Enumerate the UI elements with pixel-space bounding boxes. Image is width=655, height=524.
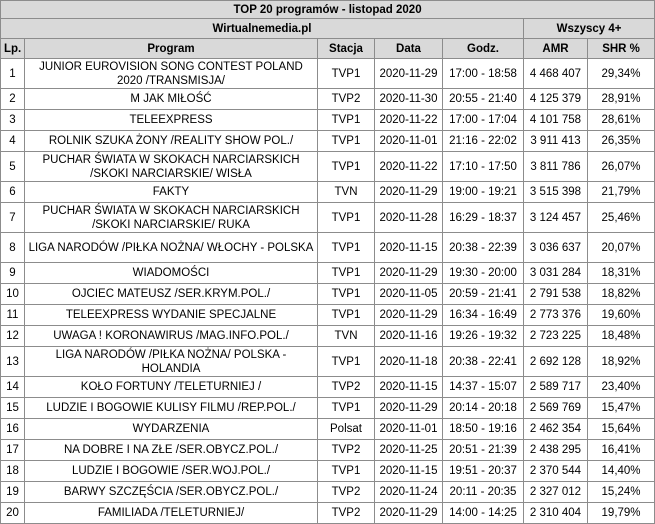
cell-station: TVP1 — [318, 110, 375, 131]
cell-shr: 14,40% — [588, 461, 655, 482]
cell-lp: 5 — [1, 152, 25, 182]
table-row — [1, 89, 655, 110]
cell-program: LIGA NARODÓW /PIŁKA NOŻNA/ POLSKA - HOLANDIA — [25, 347, 318, 377]
cell-time: 16:34 - 16:49 — [443, 305, 524, 326]
cell-lp: 4 — [1, 131, 25, 152]
cell-program: WYDARZENIA — [25, 419, 318, 440]
table-row — [1, 326, 655, 347]
cell-amr: 2 692 128 — [524, 347, 588, 377]
cell-amr: 2 370 544 — [524, 461, 588, 482]
cell-date: 2020-11-29 — [375, 305, 443, 326]
cell-time: 17:10 - 17:50 — [443, 152, 524, 182]
cell-date: 2020-11-22 — [375, 152, 443, 182]
cell-amr: 4 468 407 — [524, 59, 588, 89]
cell-lp: 18 — [1, 461, 25, 482]
cell-program: KOŁO FORTUNY /TELETURNIEJ / — [25, 377, 318, 398]
cell-lp: 14 — [1, 377, 25, 398]
table-row — [1, 284, 655, 305]
cell-lp: 3 — [1, 110, 25, 131]
cell-lp: 9 — [1, 263, 25, 284]
cell-shr: 16,41% — [588, 440, 655, 461]
cell-date: 2020-11-18 — [375, 347, 443, 377]
cell-amr: 4 101 758 — [524, 110, 588, 131]
cell-amr: 2 462 354 — [524, 419, 588, 440]
cell-time: 19:26 - 19:32 — [443, 326, 524, 347]
table-row — [1, 152, 655, 182]
cell-shr: 20,07% — [588, 233, 655, 263]
cell-lp: 8 — [1, 233, 25, 263]
cell-program: NA DOBRE I NA ZŁE /SER.OBYCZ.POL./ — [25, 440, 318, 461]
column-header-row — [1, 39, 655, 59]
cell-program: JUNIOR EUROVISION SONG CONTEST POLAND 2020 /TRANSMISJA/ — [25, 59, 318, 89]
cell-amr: 3 031 284 — [524, 263, 588, 284]
cell-time: 20:51 - 21:39 — [443, 440, 524, 461]
cell-date: 2020-11-15 — [375, 377, 443, 398]
cell-program: WIADOMOŚCI — [25, 263, 318, 284]
cell-amr: 3 124 457 — [524, 203, 588, 233]
cell-date: 2020-11-30 — [375, 89, 443, 110]
table-row — [1, 377, 655, 398]
cell-station: TVP1 — [318, 59, 375, 89]
cell-amr: 4 125 379 — [524, 89, 588, 110]
col-header-date: Data — [375, 39, 443, 59]
cell-time: 20:14 - 20:18 — [443, 398, 524, 419]
cell-amr: 3 036 637 — [524, 233, 588, 263]
cell-lp: 13 — [1, 347, 25, 377]
table-title: TOP 20 programów - listopad 2020 — [1, 1, 655, 19]
cell-program: PUCHAR ŚWIATA W SKOKACH NARCIARSKICH /SKOKI NARCIARSKIE/ RUKA — [25, 203, 318, 233]
table-row — [1, 233, 655, 263]
cell-shr: 23,40% — [588, 377, 655, 398]
cell-time: 20:55 - 21:40 — [443, 89, 524, 110]
cell-amr: 2 310 404 — [524, 503, 588, 524]
cell-station: TVP1 — [318, 131, 375, 152]
cell-shr: 19,79% — [588, 503, 655, 524]
cell-date: 2020-11-16 — [375, 326, 443, 347]
cell-station: TVP2 — [318, 377, 375, 398]
col-header-amr: AMR — [524, 39, 588, 59]
cell-amr: 3 911 413 — [524, 131, 588, 152]
cell-time: 20:38 - 22:41 — [443, 347, 524, 377]
cell-station: TVP1 — [318, 398, 375, 419]
col-header-lp: Lp. — [1, 39, 25, 59]
cell-station: TVP1 — [318, 461, 375, 482]
col-header-program: Program — [25, 39, 318, 59]
cell-shr: 15,24% — [588, 482, 655, 503]
cell-shr: 28,61% — [588, 110, 655, 131]
cell-lp: 20 — [1, 503, 25, 524]
cell-program: FAMILIADA /TELETURNIEJ/ — [25, 503, 318, 524]
cell-date: 2020-11-29 — [375, 398, 443, 419]
cell-lp: 6 — [1, 182, 25, 203]
cell-date: 2020-11-29 — [375, 182, 443, 203]
cell-time: 14:00 - 14:25 — [443, 503, 524, 524]
cell-lp: 12 — [1, 326, 25, 347]
cell-station: TVP1 — [318, 152, 375, 182]
cell-time: 16:29 - 18:37 — [443, 203, 524, 233]
cell-time: 21:16 - 22:02 — [443, 131, 524, 152]
col-header-shr: SHR % — [588, 39, 655, 59]
cell-program: ROLNIK SZUKA ŻONY /REALITY SHOW POL./ — [25, 131, 318, 152]
cell-lp: 17 — [1, 440, 25, 461]
cell-station: TVP2 — [318, 482, 375, 503]
cell-shr: 18,48% — [588, 326, 655, 347]
table-row — [1, 419, 655, 440]
cell-time: 17:00 - 17:04 — [443, 110, 524, 131]
table-body — [1, 59, 655, 524]
cell-station: TVP2 — [318, 503, 375, 524]
table-row — [1, 398, 655, 419]
cell-station: TVP1 — [318, 284, 375, 305]
source-label: Wirtualnemedia.pl — [1, 19, 524, 39]
table-row — [1, 347, 655, 377]
cell-station: TVP1 — [318, 203, 375, 233]
cell-shr: 26,07% — [588, 152, 655, 182]
cell-lp: 11 — [1, 305, 25, 326]
cell-shr: 15,47% — [588, 398, 655, 419]
cell-lp: 7 — [1, 203, 25, 233]
table-row — [1, 461, 655, 482]
cell-lp: 16 — [1, 419, 25, 440]
cell-date: 2020-11-29 — [375, 263, 443, 284]
cell-time: 19:51 - 20:37 — [443, 461, 524, 482]
cell-program: UWAGA ! KORONAWIRUS /MAG.INFO.POL./ — [25, 326, 318, 347]
cell-date: 2020-11-29 — [375, 503, 443, 524]
table-row — [1, 305, 655, 326]
cell-station: TVP1 — [318, 233, 375, 263]
cell-shr: 29,34% — [588, 59, 655, 89]
cell-date: 2020-11-01 — [375, 131, 443, 152]
cell-amr: 3 515 398 — [524, 182, 588, 203]
cell-time: 17:00 - 18:58 — [443, 59, 524, 89]
table-row — [1, 182, 655, 203]
cell-program: LIGA NARODÓW /PIŁKA NOŻNA/ WŁOCHY - POLSKA — [25, 233, 318, 263]
audience-label: Wszyscy 4+ — [524, 19, 655, 39]
cell-station: TVN — [318, 182, 375, 203]
cell-program: M JAK MIŁOŚĆ — [25, 89, 318, 110]
col-header-time: Godz. — [443, 39, 524, 59]
cell-program: FAKTY — [25, 182, 318, 203]
cell-station: TVP1 — [318, 263, 375, 284]
cell-amr: 2 773 376 — [524, 305, 588, 326]
cell-amr: 2 589 717 — [524, 377, 588, 398]
cell-lp: 2 — [1, 89, 25, 110]
cell-shr: 18,92% — [588, 347, 655, 377]
cell-shr: 15,64% — [588, 419, 655, 440]
cell-date: 2020-11-28 — [375, 203, 443, 233]
cell-lp: 1 — [1, 59, 25, 89]
cell-amr: 2 791 538 — [524, 284, 588, 305]
cell-date: 2020-11-01 — [375, 419, 443, 440]
cell-station: TVN — [318, 326, 375, 347]
cell-lp: 15 — [1, 398, 25, 419]
cell-time: 19:30 - 20:00 — [443, 263, 524, 284]
cell-time: 19:00 - 19:21 — [443, 182, 524, 203]
cell-time: 14:37 - 15:07 — [443, 377, 524, 398]
cell-program: TELEEXPRESS WYDANIE SPECJALNE — [25, 305, 318, 326]
cell-date: 2020-11-15 — [375, 233, 443, 263]
cell-shr: 18,31% — [588, 263, 655, 284]
table-row — [1, 110, 655, 131]
cell-station: TVP1 — [318, 305, 375, 326]
cell-program: BARWY SZCZĘŚCIA /SER.OBYCZ.POL./ — [25, 482, 318, 503]
cell-time: 20:11 - 20:35 — [443, 482, 524, 503]
table-row — [1, 482, 655, 503]
cell-amr: 2 438 295 — [524, 440, 588, 461]
cell-shr: 18,82% — [588, 284, 655, 305]
cell-shr: 21,79% — [588, 182, 655, 203]
cell-station: TVP1 — [318, 347, 375, 377]
cell-date: 2020-11-25 — [375, 440, 443, 461]
cell-amr: 2 569 769 — [524, 398, 588, 419]
table-row — [1, 263, 655, 284]
table-row — [1, 503, 655, 524]
table-row — [1, 131, 655, 152]
cell-lp: 10 — [1, 284, 25, 305]
cell-date: 2020-11-24 — [375, 482, 443, 503]
cell-shr: 25,46% — [588, 203, 655, 233]
cell-shr: 19,60% — [588, 305, 655, 326]
cell-time: 20:38 - 22:39 — [443, 233, 524, 263]
cell-program: LUDZIE I BOGOWIE KULISY FILMU /REP.POL./ — [25, 398, 318, 419]
cell-station: TVP2 — [318, 89, 375, 110]
cell-shr: 26,35% — [588, 131, 655, 152]
cell-amr: 2 327 012 — [524, 482, 588, 503]
cell-lp: 19 — [1, 482, 25, 503]
table-row — [1, 203, 655, 233]
table-row — [1, 59, 655, 89]
cell-date: 2020-11-15 — [375, 461, 443, 482]
cell-time: 18:50 - 19:16 — [443, 419, 524, 440]
cell-program: OJCIEC MATEUSZ /SER.KRYM.POL./ — [25, 284, 318, 305]
cell-time: 20:59 - 21:41 — [443, 284, 524, 305]
cell-program: PUCHAR ŚWIATA W SKOKACH NARCIARSKICH /SKOKI NARCIARSKIE/ WISŁA — [25, 152, 318, 182]
cell-date: 2020-11-29 — [375, 59, 443, 89]
cell-date: 2020-11-22 — [375, 110, 443, 131]
cell-amr: 3 811 786 — [524, 152, 588, 182]
cell-amr: 2 723 225 — [524, 326, 588, 347]
cell-station: Polsat — [318, 419, 375, 440]
table-row — [1, 440, 655, 461]
col-header-station: Stacja — [318, 39, 375, 59]
cell-program: TELEEXPRESS — [25, 110, 318, 131]
cell-station: TVP2 — [318, 440, 375, 461]
cell-date: 2020-11-05 — [375, 284, 443, 305]
cell-shr: 28,91% — [588, 89, 655, 110]
cell-program: LUDZIE I BOGOWIE /SER.WOJ.POL./ — [25, 461, 318, 482]
